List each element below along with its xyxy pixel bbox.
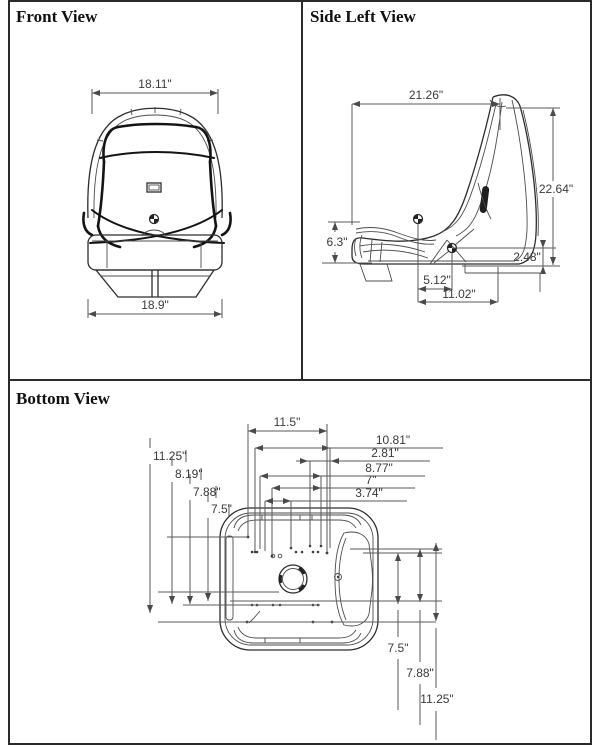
bottom-seat-pan-drawing xyxy=(220,508,378,650)
front-dim-bottom-width xyxy=(88,298,222,318)
bottom-dim-right-5: 3.74" xyxy=(355,486,383,500)
bottom-dim-left-stack xyxy=(150,438,436,622)
side-left-view-panel xyxy=(310,7,573,302)
side-dim-lower-a-label: 5.12" xyxy=(423,273,451,287)
side-dim-lower-b-label: 11.02" xyxy=(442,287,476,301)
mounting-holes xyxy=(246,551,334,624)
bottom-dim-lower-right-stack xyxy=(230,543,454,740)
bottom-dim-lower-right-1: 7.5" xyxy=(387,641,409,655)
bottom-dim-right-2: 2.81" xyxy=(371,446,399,460)
bottom-dim-right-3: 8.77" xyxy=(365,461,393,475)
bottom-view-title: Bottom View xyxy=(16,389,110,408)
front-seat-drawing xyxy=(83,107,230,297)
bottom-dim-right-4: 7" xyxy=(365,473,377,487)
bottom-dim-lower-right-3: 11.25" xyxy=(420,692,454,706)
bottom-view-panel xyxy=(16,389,454,740)
panel-frames xyxy=(9,1,591,744)
bottom-dim-top-label: 11.5" xyxy=(273,415,301,429)
bottom-dim-top-width xyxy=(247,415,329,554)
side-dim-rear-label: 2.48" xyxy=(513,250,541,264)
bottom-dim-lower-right-2: 7.88" xyxy=(406,666,434,680)
side-dim-top-label: 21.26" xyxy=(408,88,444,102)
bottom-dim-left-1: 11.25" xyxy=(153,449,187,463)
side-seat-drawing xyxy=(352,95,540,292)
front-dim-top-label: 18.11" xyxy=(138,77,172,91)
side-dim-right-label: 22.64" xyxy=(538,182,574,196)
front-dim-bottom-label: 18.9" xyxy=(141,298,169,312)
bottom-dim-right-1: 10.81" xyxy=(375,433,411,447)
front-view-title: Front View xyxy=(16,7,98,26)
bottom-dim-right-stack xyxy=(254,433,443,557)
side-dim-rear xyxy=(452,240,556,274)
bottom-dim-left-4: 7.5" xyxy=(211,502,232,516)
front-view-panel xyxy=(16,7,231,318)
side-dim-lower xyxy=(418,224,498,302)
bottom-dim-left-3: 7.88" xyxy=(193,485,221,499)
side-dim-left-label: 6.3" xyxy=(326,235,348,249)
bottom-dim-left-2: 8.19" xyxy=(175,467,203,481)
side-left-view-title: Side Left View xyxy=(310,7,416,26)
